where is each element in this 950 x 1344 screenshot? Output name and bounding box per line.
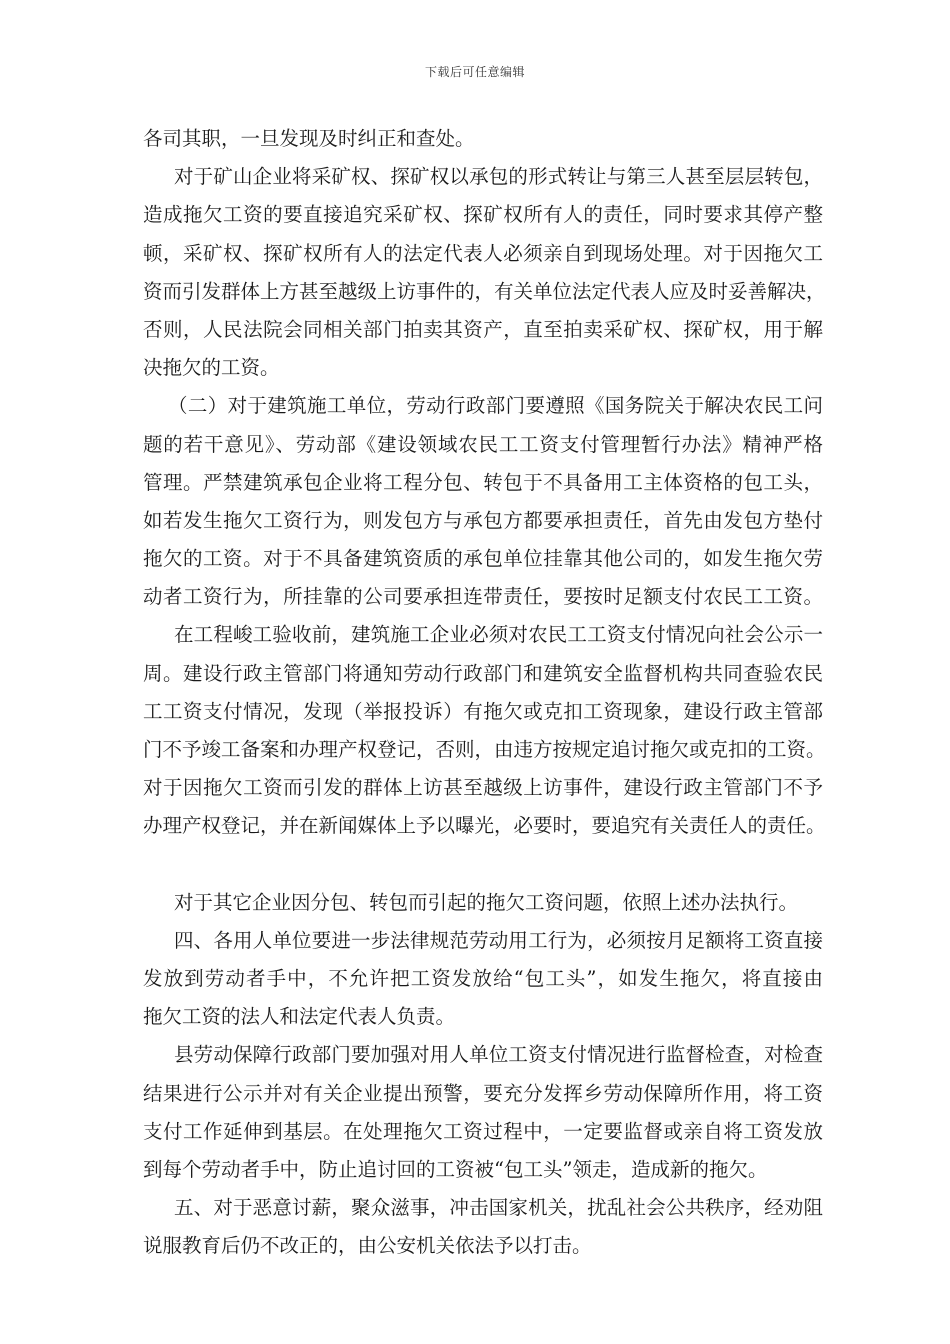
text-line: 造成拖欠工资的要直接追究采矿权、探矿权所有人的责任，同时要求其停产整 [143,203,823,227]
text-line: 资而引发群体上方甚至越级上访事件的，有关单位法定代表人应及时妥善解决， [143,279,826,303]
text-line: 说服教育后仍不改正的，由公安机关依法予以打击。 [143,1234,592,1258]
text-line: 决拖欠的工资。 [143,356,280,380]
text-line: 否则，人民法院会同相关部门拍卖其资产，直至拍卖采矿权、探矿权，用于解 [143,317,823,341]
text-line: 各司其职，一旦发现及时纠正和查处。 [143,127,475,150]
text-line: 如若发生拖欠工资行为，则发包方与承包方都要承担责任，首先由发包方垫付 [143,508,823,532]
text-line: 县劳动保障行政部门要加强对用人单位工资支付情况进行监督检查，对检查 [174,1043,823,1067]
text-line: 工工资支付情况，发现（举报投诉）有拖欠或克扣工资现象，建设行政主管部 [143,699,823,723]
text-line: 四、各用人单位要进一步法律规范劳动用工行为，必须按月足额将工资直接 [174,928,823,952]
paragraph-other-enterprises [143,884,823,922]
paragraph-mining-enterprises [143,158,826,387]
text-line: 在工程峻工验收前，建筑施工企业必须对农民工工资支付情况向社会公示一 [174,623,823,647]
text-line: 支付工作延伸到基层。在处理拖欠工资过程中，一定要监督或亲自将工资发放 [143,1119,823,1143]
text-line: 管理。严禁建筑承包企业将工程分包、转包于不具备用工主体资格的包工头， [143,470,823,494]
text-line: 发放到劳动者手中，不允许把工资发放给“包工头”，如发生拖欠，将直接由 [143,966,823,990]
text-line: 拖欠的工资。对于不具备建筑资质的承包单位挂靠其他公司的，如发生拖欠劳 [143,547,823,571]
paragraph-supervision [143,1036,823,1189]
document-body [143,120,826,1265]
paragraph-continuation [143,120,823,158]
paragraph-section-five [143,1189,823,1265]
text-line: 顿，采矿权、探矿权所有人的法定代表人必须亲自到现场处理。对于因拖欠工 [143,241,823,265]
text-line: 对于因拖欠工资而引发的群体上访甚至越级上访事件，建设行政主管部门不予 [143,776,823,800]
text-line: 对于其它企业因分包、转包而引起的拖欠工资问题，依照上述办法执行。 [174,890,799,914]
text-line: 周。建设行政主管部门将通知劳动行政部门和建筑安全监督机构共同查验农民 [143,661,823,685]
text-line: 办理产权登记，并在新闻媒体上予以曝光，必要时，要追究有关责任人的责任。 [143,814,826,838]
paragraph-construction-units [143,387,823,616]
page-header-note: 下载后可任意编辑 [424,65,525,79]
text-line: 到每个劳动者手中，防止追讨回的工资被“包工头”领走，造成新的拖欠。 [143,1157,768,1181]
text-line: 结果进行公示并对有关企业提出预警，要充分发挥乡劳动保障所作用，将工资 [143,1081,823,1105]
text-line: 动者工资行为，所挂靠的公司要承担连带责任，要按时足额支付农民工工资。 [143,585,823,609]
text-line: （二）对于建筑施工单位，劳动行政部门要遵照《国务院关于解决农民工问 [168,394,823,418]
text-line: 拖欠工资的法人和法定代表人负责。 [143,1005,456,1029]
text-line: 门不予竣工备案和办理产权登记，否则，由违方按规定追讨拖欠或克扣的工资。 [143,738,826,761]
text-line: 对于矿山企业将采矿权、探矿权以承包的形式转让与第三人甚至层层转包， [174,165,823,189]
paragraph-section-four [143,922,823,1037]
paragraph-acceptance-publicity [143,616,826,845]
paragraph-gap [143,846,823,884]
text-line: 题的若干意见》、劳动部《建设领域农民工工资支付管理暂行办法》精神严格 [143,432,823,456]
text-line: 五、对于恶意讨薪，聚众滋事，冲击国家机关，扰乱社会公共秩序，经劝阻 [174,1196,823,1220]
